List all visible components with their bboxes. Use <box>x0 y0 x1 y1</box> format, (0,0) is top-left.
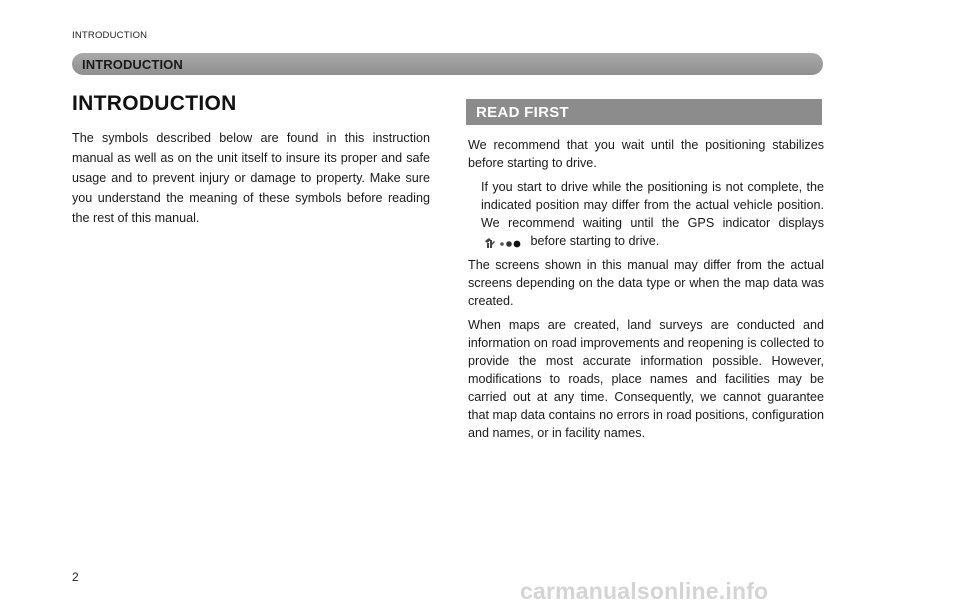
read-first-heading: READ FIRST <box>476 104 569 121</box>
section-header-bar <box>72 53 823 75</box>
read-first-heading-bar <box>466 99 822 125</box>
read-first-paragraph-1: We recommend that you wait until the positioning stabilizes before starting to drive. <box>468 138 824 170</box>
read-first-body <box>468 136 824 448</box>
page-number: 2 <box>72 570 79 584</box>
read-first-paragraph-2 <box>468 178 824 250</box>
gps-indicator-icon <box>485 236 523 248</box>
read-first-paragraph-3: The screens shown in this manual may differ from the actual screens depending on the data type or when the map data was created. <box>468 258 824 308</box>
gps-note-text-before: If you start to drive while the positioning is not complete, the indicated position may differ from the actual vehicle position. We recommend waiting until the GPS indicator displays <box>481 180 824 230</box>
page-title: INTRODUCTION <box>72 92 237 115</box>
gps-note-text-after: before starting to drive. <box>530 234 660 248</box>
site-watermark: carmanualsonline.info <box>520 578 769 604</box>
running-header: INTRODUCTION <box>72 30 148 41</box>
section-header-title: INTRODUCTION <box>82 57 183 72</box>
intro-paragraph: The symbols described below are found in this instruction manual as well as on the unit itself to insure its proper and safe usage and to prevent injury or damage to property. Make sure you understand the meaning of these symbols before reading the rest of this manual. <box>72 131 430 225</box>
read-first-paragraph-4: When maps are created, land surveys are conducted and information on road improvements and reopening is collected to provide the most accurate information possible. However, modifications to roads, place names and facilities may be carried out at any time. Consequently, we cannot guarantee that map data contains no errors in road positions, configuration and names, or in facility names. <box>468 318 824 440</box>
